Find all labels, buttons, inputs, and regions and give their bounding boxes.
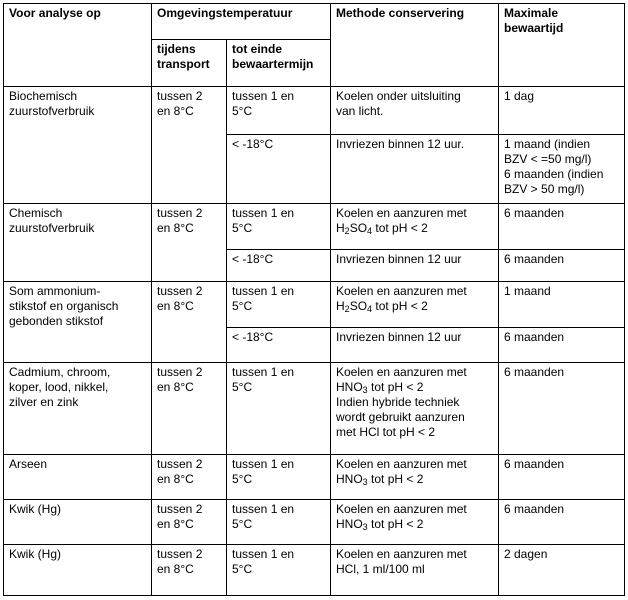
header-storage: tot einde bewaartermijn — [227, 40, 331, 87]
storage-cell: tussen 1 en 5°C — [227, 363, 331, 455]
method-cell: Koelen en aanzuren met $HNO_3$ tot pH < 2 — [331, 500, 499, 545]
storage-cell: < -18°C — [227, 250, 331, 282]
method-cell: Invriezen binnen 12 uur — [331, 328, 499, 363]
transport-cell: tussen 2 en 8°C — [152, 500, 227, 545]
max-storage-cell: 6 maanden — [499, 250, 625, 282]
table-row — [4, 545, 625, 596]
analysis-cell: Kwik (Hg) — [4, 500, 152, 545]
table-row — [4, 455, 625, 500]
method-cell: Invriezen binnen 12 uur — [331, 250, 499, 282]
analysis-cell: Biochemisch zuurstofverbruik — [4, 87, 152, 204]
analysis-cell: Chemisch zuurstofverbruik — [4, 204, 152, 282]
max-storage-cell: 1 maand — [499, 282, 625, 328]
table-row — [4, 204, 625, 250]
storage-cell: < -18°C — [227, 328, 331, 363]
method-cell: Koelen en aanzuren met $H_2SO_4$ tot pH < 2 — [331, 204, 499, 250]
header-temperature: Omgevingstemperatuur — [152, 4, 331, 40]
table-row — [4, 282, 625, 328]
storage-cell: tussen 1 en 5°C — [227, 455, 331, 500]
storage-cell: tussen 1 en 5°C — [227, 204, 331, 250]
preservation-table — [3, 3, 625, 596]
max-storage-cell: 6 maanden — [499, 328, 625, 363]
max-storage-cell: 6 maanden — [499, 500, 625, 545]
storage-cell: tussen 1 en 5°C — [227, 545, 331, 596]
max-storage-cell: 6 maanden — [499, 363, 625, 455]
method-cell: Koelen en aanzuren met $HNO_3$ tot pH < 2 — [331, 455, 499, 500]
method-cell: Koelen onder uitsluiting van licht. — [331, 87, 499, 135]
storage-cell: < -18°C — [227, 135, 331, 204]
storage-cell: tussen 1 en 5°C — [227, 87, 331, 135]
method-cell: Invriezen binnen 12 uur. — [331, 135, 499, 204]
storage-cell: tussen 1 en 5°C — [227, 500, 331, 545]
max-storage-cell: 6 maanden — [499, 455, 625, 500]
analysis-cell: Som ammonium- stikstof en organisch gebonden stikstof — [4, 282, 152, 363]
max-storage-cell: 1 maand (indien BZV < =50 mg/l) 6 maanden (indien BZV > 50 mg/l) — [499, 135, 625, 204]
transport-cell: tussen 2 en 8°C — [152, 363, 227, 455]
header-method: Methode conservering — [331, 4, 499, 87]
header-transport: tijdens transport — [152, 40, 227, 87]
table-row — [4, 363, 625, 455]
transport-cell: tussen 2 en 8°C — [152, 282, 227, 363]
transport-cell: tussen 2 en 8°C — [152, 87, 227, 204]
max-storage-cell: 2 dagen — [499, 545, 625, 596]
method-cell: Koelen en aanzuren met HCl, 1 ml/100 ml — [331, 545, 499, 596]
transport-cell: tussen 2 en 8°C — [152, 545, 227, 596]
max-storage-cell: 6 maanden — [499, 204, 625, 250]
analysis-cell: Arseen — [4, 455, 152, 500]
table-row — [4, 87, 625, 135]
method-cell: Koelen en aanzuren met $H_2SO_4$ tot pH < 2 — [331, 282, 499, 328]
analysis-cell: Kwik (Hg) — [4, 545, 152, 596]
transport-cell: tussen 2 en 8°C — [152, 204, 227, 282]
method-cell: Koelen en aanzuren met $HNO_3$ tot pH < 2 Indien hybride techniek wordt gebruikt aanzuren met HCl tot pH < 2 — [331, 363, 499, 455]
storage-cell: tussen 1 en 5°C — [227, 282, 331, 328]
header-max-storage: Maximale bewaartijd — [499, 4, 625, 87]
max-storage-cell: 1 dag — [499, 87, 625, 135]
transport-cell: tussen 2 en 8°C — [152, 455, 227, 500]
analysis-cell: Cadmium, chroom, koper, lood, nikkel, zilver en zink — [4, 363, 152, 455]
table-row — [4, 500, 625, 545]
header-analysis: Voor analyse op — [4, 4, 152, 87]
